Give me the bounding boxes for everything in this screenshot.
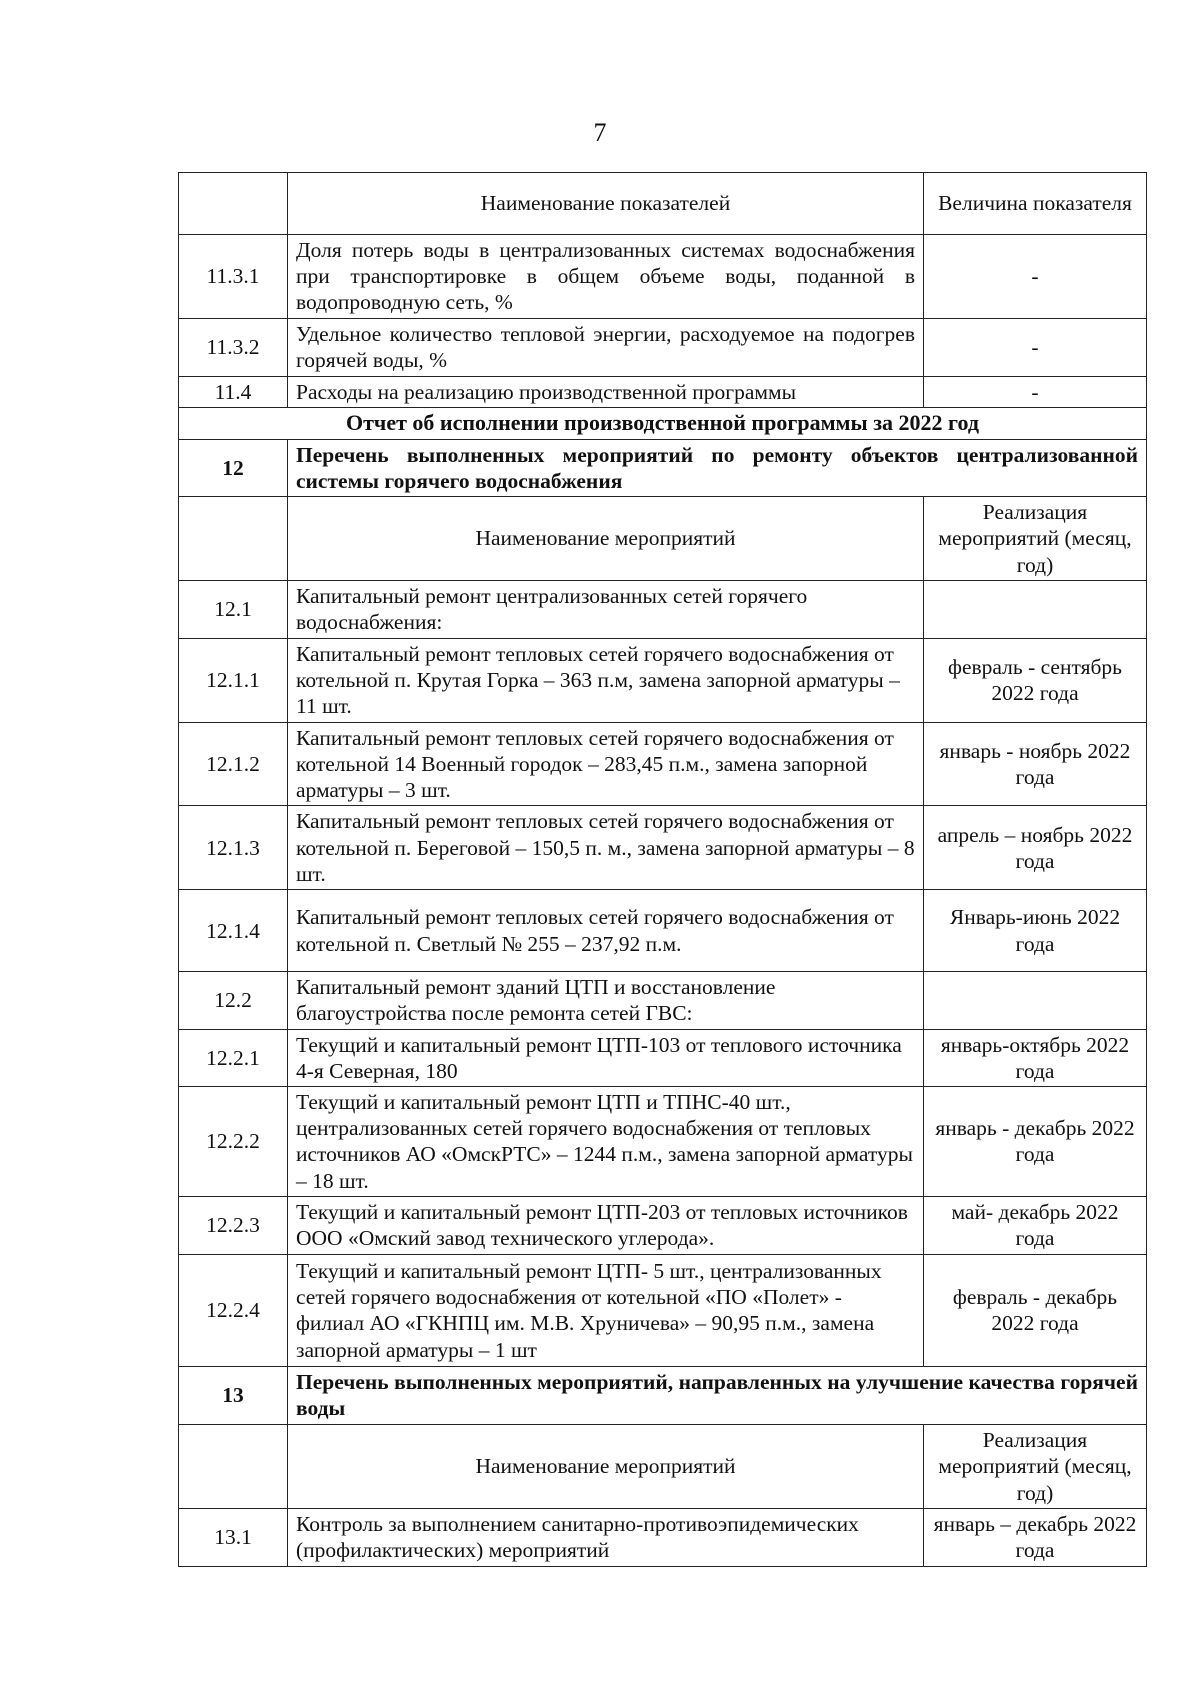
row-value [924, 580, 1147, 638]
header-value-cell: Величина показателя [924, 173, 1147, 235]
row-value: май- декабрь 2022 года [924, 1196, 1147, 1254]
table-row [179, 318, 1147, 376]
row-text: Капитальный ремонт централизованных сетей горячего водоснабжения: [288, 580, 924, 638]
header-num-cell [179, 1424, 288, 1508]
table-row [179, 638, 1147, 722]
table-row [179, 235, 1147, 319]
section-number: 13 [179, 1366, 288, 1424]
table-row [179, 1196, 1147, 1254]
row-value: февраль - декабрь 2022 года [924, 1254, 1147, 1366]
report-title-row [179, 407, 1147, 439]
table-row [179, 1029, 1147, 1086]
page-number: 7 [593, 118, 607, 147]
row-text: Контроль за выполнением санитарно-противоэпидемических (профилактических) мероприятий [288, 1508, 924, 1566]
table-row [179, 1508, 1147, 1566]
section-title: Перечень выполненных мероприятий, направленных на улучшение качества горячей воды [288, 1366, 1147, 1424]
row-number: 11.3.2 [179, 318, 288, 376]
row-number: 12.1 [179, 580, 288, 638]
row-value [924, 972, 1147, 1029]
row-value: январь - ноябрь 2022 года [924, 722, 1147, 806]
row-value: февраль - сентябрь 2022 года [924, 638, 1147, 722]
table-header-row [179, 1424, 1147, 1508]
row-text: Текущий и капитальный ремонт ЦТП-103 от теплового источника 4-я Северная, 180 [288, 1029, 924, 1086]
section-title: Перечень выполненных мероприятий по ремонту объектов централизованной системы горячего водоснабжения [288, 439, 1147, 496]
header-num-cell [179, 173, 288, 235]
table-row [179, 806, 1147, 890]
row-number: 12.1.1 [179, 638, 288, 722]
indicators-table [178, 172, 1147, 1567]
row-text: Текущий и капитальный ремонт ЦТП-203 от тепловых источников ООО «Омский завод технического углерода». [288, 1196, 924, 1254]
section-row [179, 1366, 1147, 1424]
row-number: 11.3.1 [179, 235, 288, 319]
report-title: Отчет об исполнении производственной программы за 2022 год [179, 407, 1147, 439]
section-number: 12 [179, 439, 288, 496]
row-text: Капитальный ремонт тепловых сетей горячего водоснабжения от котельной п. Крутая Горка – 363 п.м, замена запорной арматуры – 11 шт. [288, 638, 924, 722]
header-num-cell [179, 497, 288, 581]
table-row [179, 580, 1147, 638]
row-number: 12.2 [179, 972, 288, 1029]
table-row [179, 1086, 1147, 1196]
table-row [179, 376, 1147, 407]
row-number: 12.2.4 [179, 1254, 288, 1366]
row-text: Текущий и капитальный ремонт ЦТП- 5 шт., централизованных сетей горячего водоснабжения от котельной «ПО «Полет» - филиал АО «ГКНПЦ им. М.В. Хруничева» – 90,95 п.м., замена запорной арматуры – 1 шт [288, 1254, 924, 1366]
row-number: 12.2.1 [179, 1029, 288, 1086]
row-text: Капитальный ремонт зданий ЦТП и восстановление благоустройства после ремонта сетей ГВС: [288, 972, 924, 1029]
row-value: Январь-июнь 2022 года [924, 890, 1147, 972]
row-number: 12.1.2 [179, 722, 288, 806]
row-text: Капитальный ремонт тепловых сетей горячего водоснабжения от котельной п. Светлый № 255 – 237,92 п.м. [288, 890, 924, 972]
header-name-cell: Наименование показателей [288, 173, 924, 235]
row-text: Текущий и капитальный ремонт ЦТП и ТПНС-40 шт., централизованных сетей горячего водоснабжения от тепловых источников АО «ОмскРТС» – 1244 п.м., замена запорной арматуры – 18 шт. [288, 1086, 924, 1196]
header-value-cell: Реализация мероприятий (месяц, год) [924, 497, 1147, 581]
row-value: январь – декабрь 2022 года [924, 1508, 1147, 1566]
row-text: Капитальный ремонт тепловых сетей горячего водоснабжения от котельной п. Береговой – 150,5 п. м., замена запорной арматуры – 8 шт. [288, 806, 924, 890]
table-row [179, 972, 1147, 1029]
row-number: 13.1 [179, 1508, 288, 1566]
row-value: январь - декабрь 2022 года [924, 1086, 1147, 1196]
row-number: 12.2.3 [179, 1196, 288, 1254]
row-value: - [924, 235, 1147, 319]
row-text: Капитальный ремонт тепловых сетей горячего водоснабжения от котельной 14 Военный городок – 283,45 п.м., замена запорной арматуры – 3 шт. [288, 722, 924, 806]
row-number: 12.1.4 [179, 890, 288, 972]
row-value: - [924, 318, 1147, 376]
table-row [179, 1254, 1147, 1366]
row-number: 12.1.3 [179, 806, 288, 890]
table-row [179, 890, 1147, 972]
row-text: Доля потерь воды в централизованных системах водоснабжения при транспортировке в общем объеме воды, поданной в водопроводную сеть, % [288, 235, 924, 319]
row-value: январь-октябрь 2022 года [924, 1029, 1147, 1086]
header-name-cell: Наименование мероприятий [288, 497, 924, 581]
row-text: Расходы на реализацию производственной программы [288, 376, 924, 407]
table-row [179, 722, 1147, 806]
row-text: Удельное количество тепловой энергии, расходуемое на подогрев горячей воды, % [288, 318, 924, 376]
header-name-cell: Наименование мероприятий [288, 1424, 924, 1508]
row-value: - [924, 376, 1147, 407]
table-header-row [179, 173, 1147, 235]
row-number: 12.2.2 [179, 1086, 288, 1196]
header-value-cell: Реализация мероприятий (месяц, год) [924, 1424, 1147, 1508]
section-row [179, 439, 1147, 496]
table-header-row [179, 497, 1147, 581]
row-value: апрель – ноябрь 2022 года [924, 806, 1147, 890]
row-number: 11.4 [179, 376, 288, 407]
